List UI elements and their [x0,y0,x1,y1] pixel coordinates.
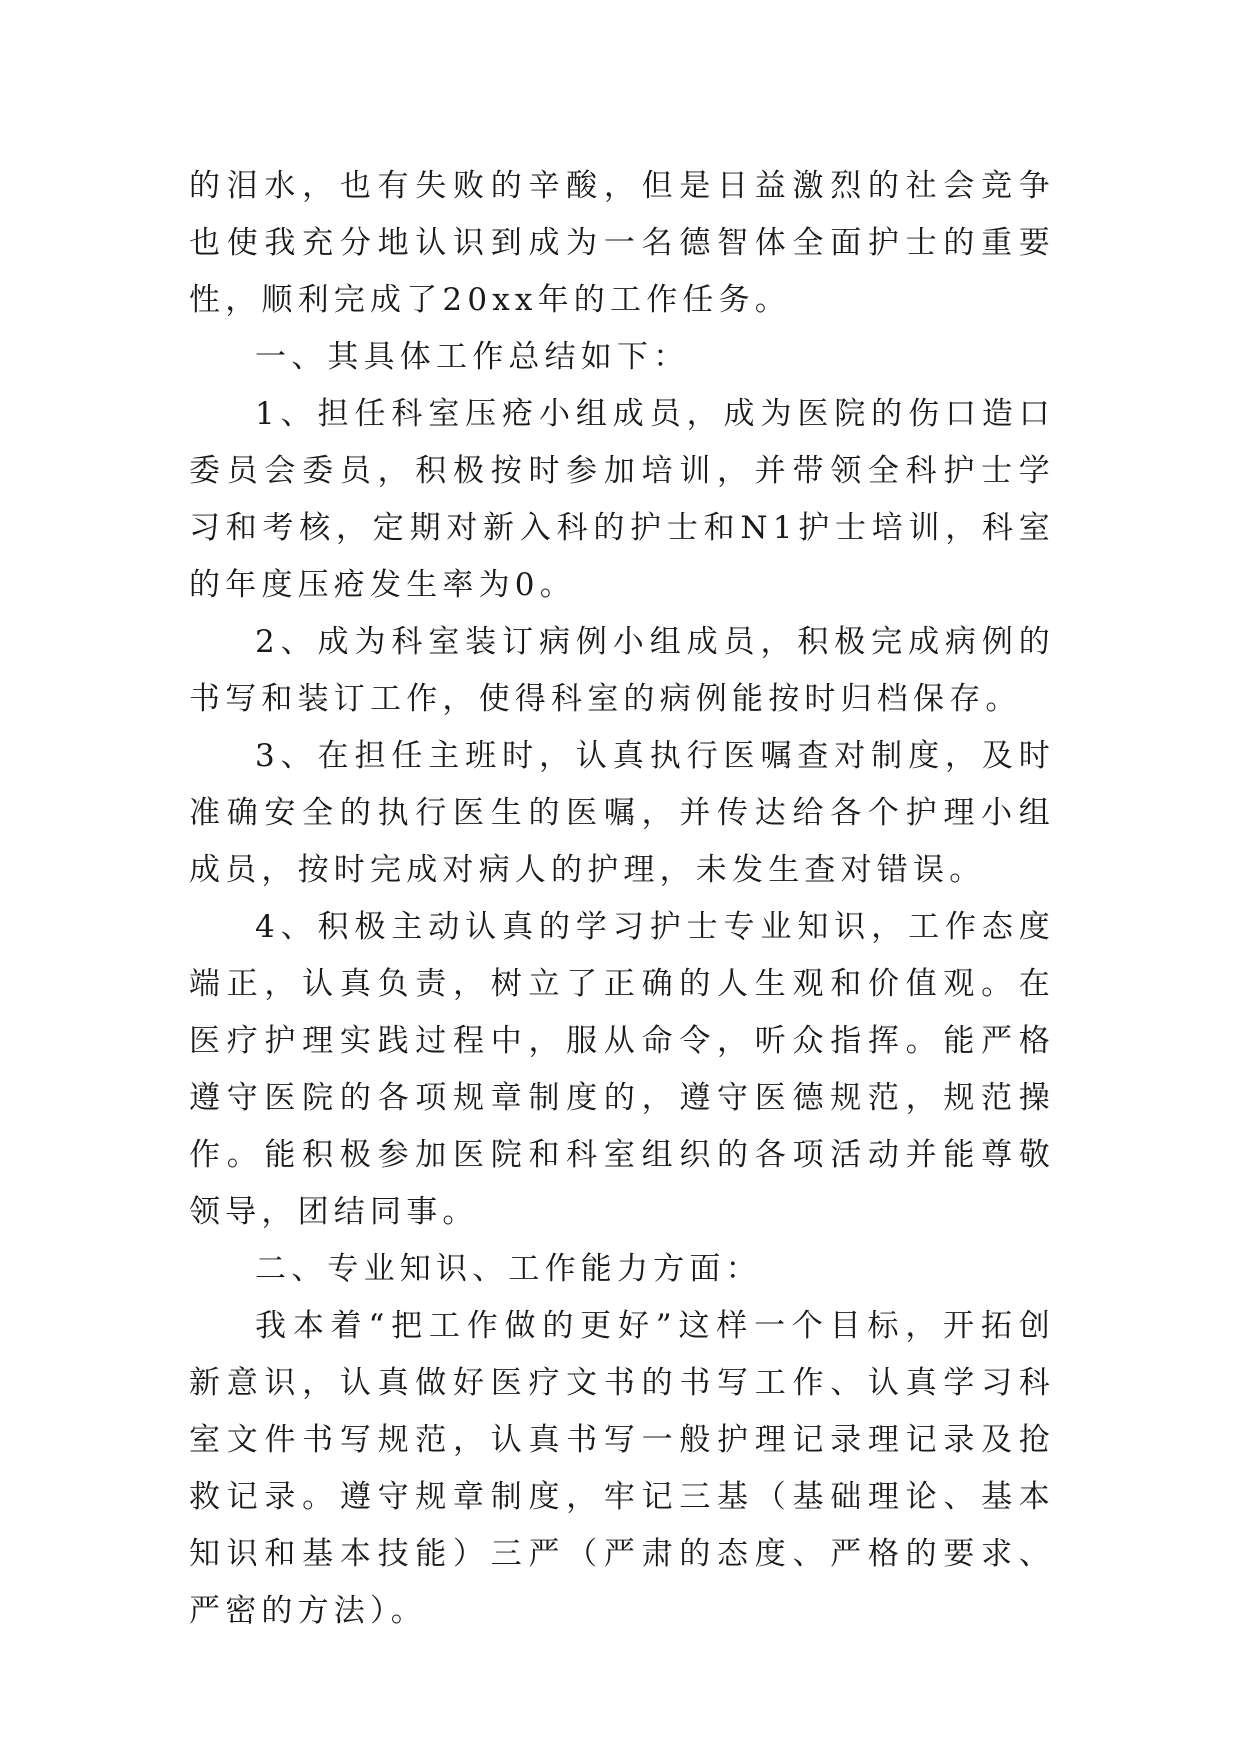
document-body [189,158,1055,1640]
paragraph-item-2: 2、成为科室装订病例小组成员，积极完成病例的书写和装订工作，使得科室的病例能按时归档保存。 [189,624,1055,717]
paragraph-item-4: 4、积极主动认真的学习护士专业知识，工作态度端正，认真负责，树立了正确的人生观和价值观。在医疗护理实践过程中，服从命令，听众指挥。能严格遵守医院的各项规章制度的，遵守医德规范，规范操作。能积极参加医院和科室组织的各项活动并能尊敬领导，团结同事。 [189,909,1055,1230]
paragraph-item-3: 3、在担任主班时，认真执行医嘱查对制度，及时准确安全的执行医生的医嘱，并传达给各个护理小组成员，按时完成对病人的护理，未发生查对错误。 [189,738,1055,888]
paragraph-continuation: 的泪水，也有失败的辛酸，但是日益激烈的社会竞争也使我充分地认识到成为一名德智体全面护士的重要性，顺利完成了20xx年的工作任务。 [189,168,1055,318]
section-heading-professional: 二、专业知识、工作能力方面： [255,1251,762,1287]
paragraph-professional: 我本着“把工作做的更好”这样一个目标，开拓创新意识，认真做好医疗文书的书写工作、认真学习科室文件书写规范，认真书写一般护理记录理记录及抢救记录。遵守规章制度，牢记三基（基础理论、基本知识和基本技能）三严（严肃的态度、严格的要求、严密的方法）。 [189,1308,1055,1629]
section-heading-work-summary: 一、其具体工作总结如下： [255,339,690,375]
paragraph-item-1: 1、担任科室压疮小组成员，成为医院的伤口造口委员会委员，积极按时参加培训，并带领全科护士学习和考核，定期对新入科的护士和N1护士培训，科室的年度压疮发生率为0。 [189,396,1055,603]
